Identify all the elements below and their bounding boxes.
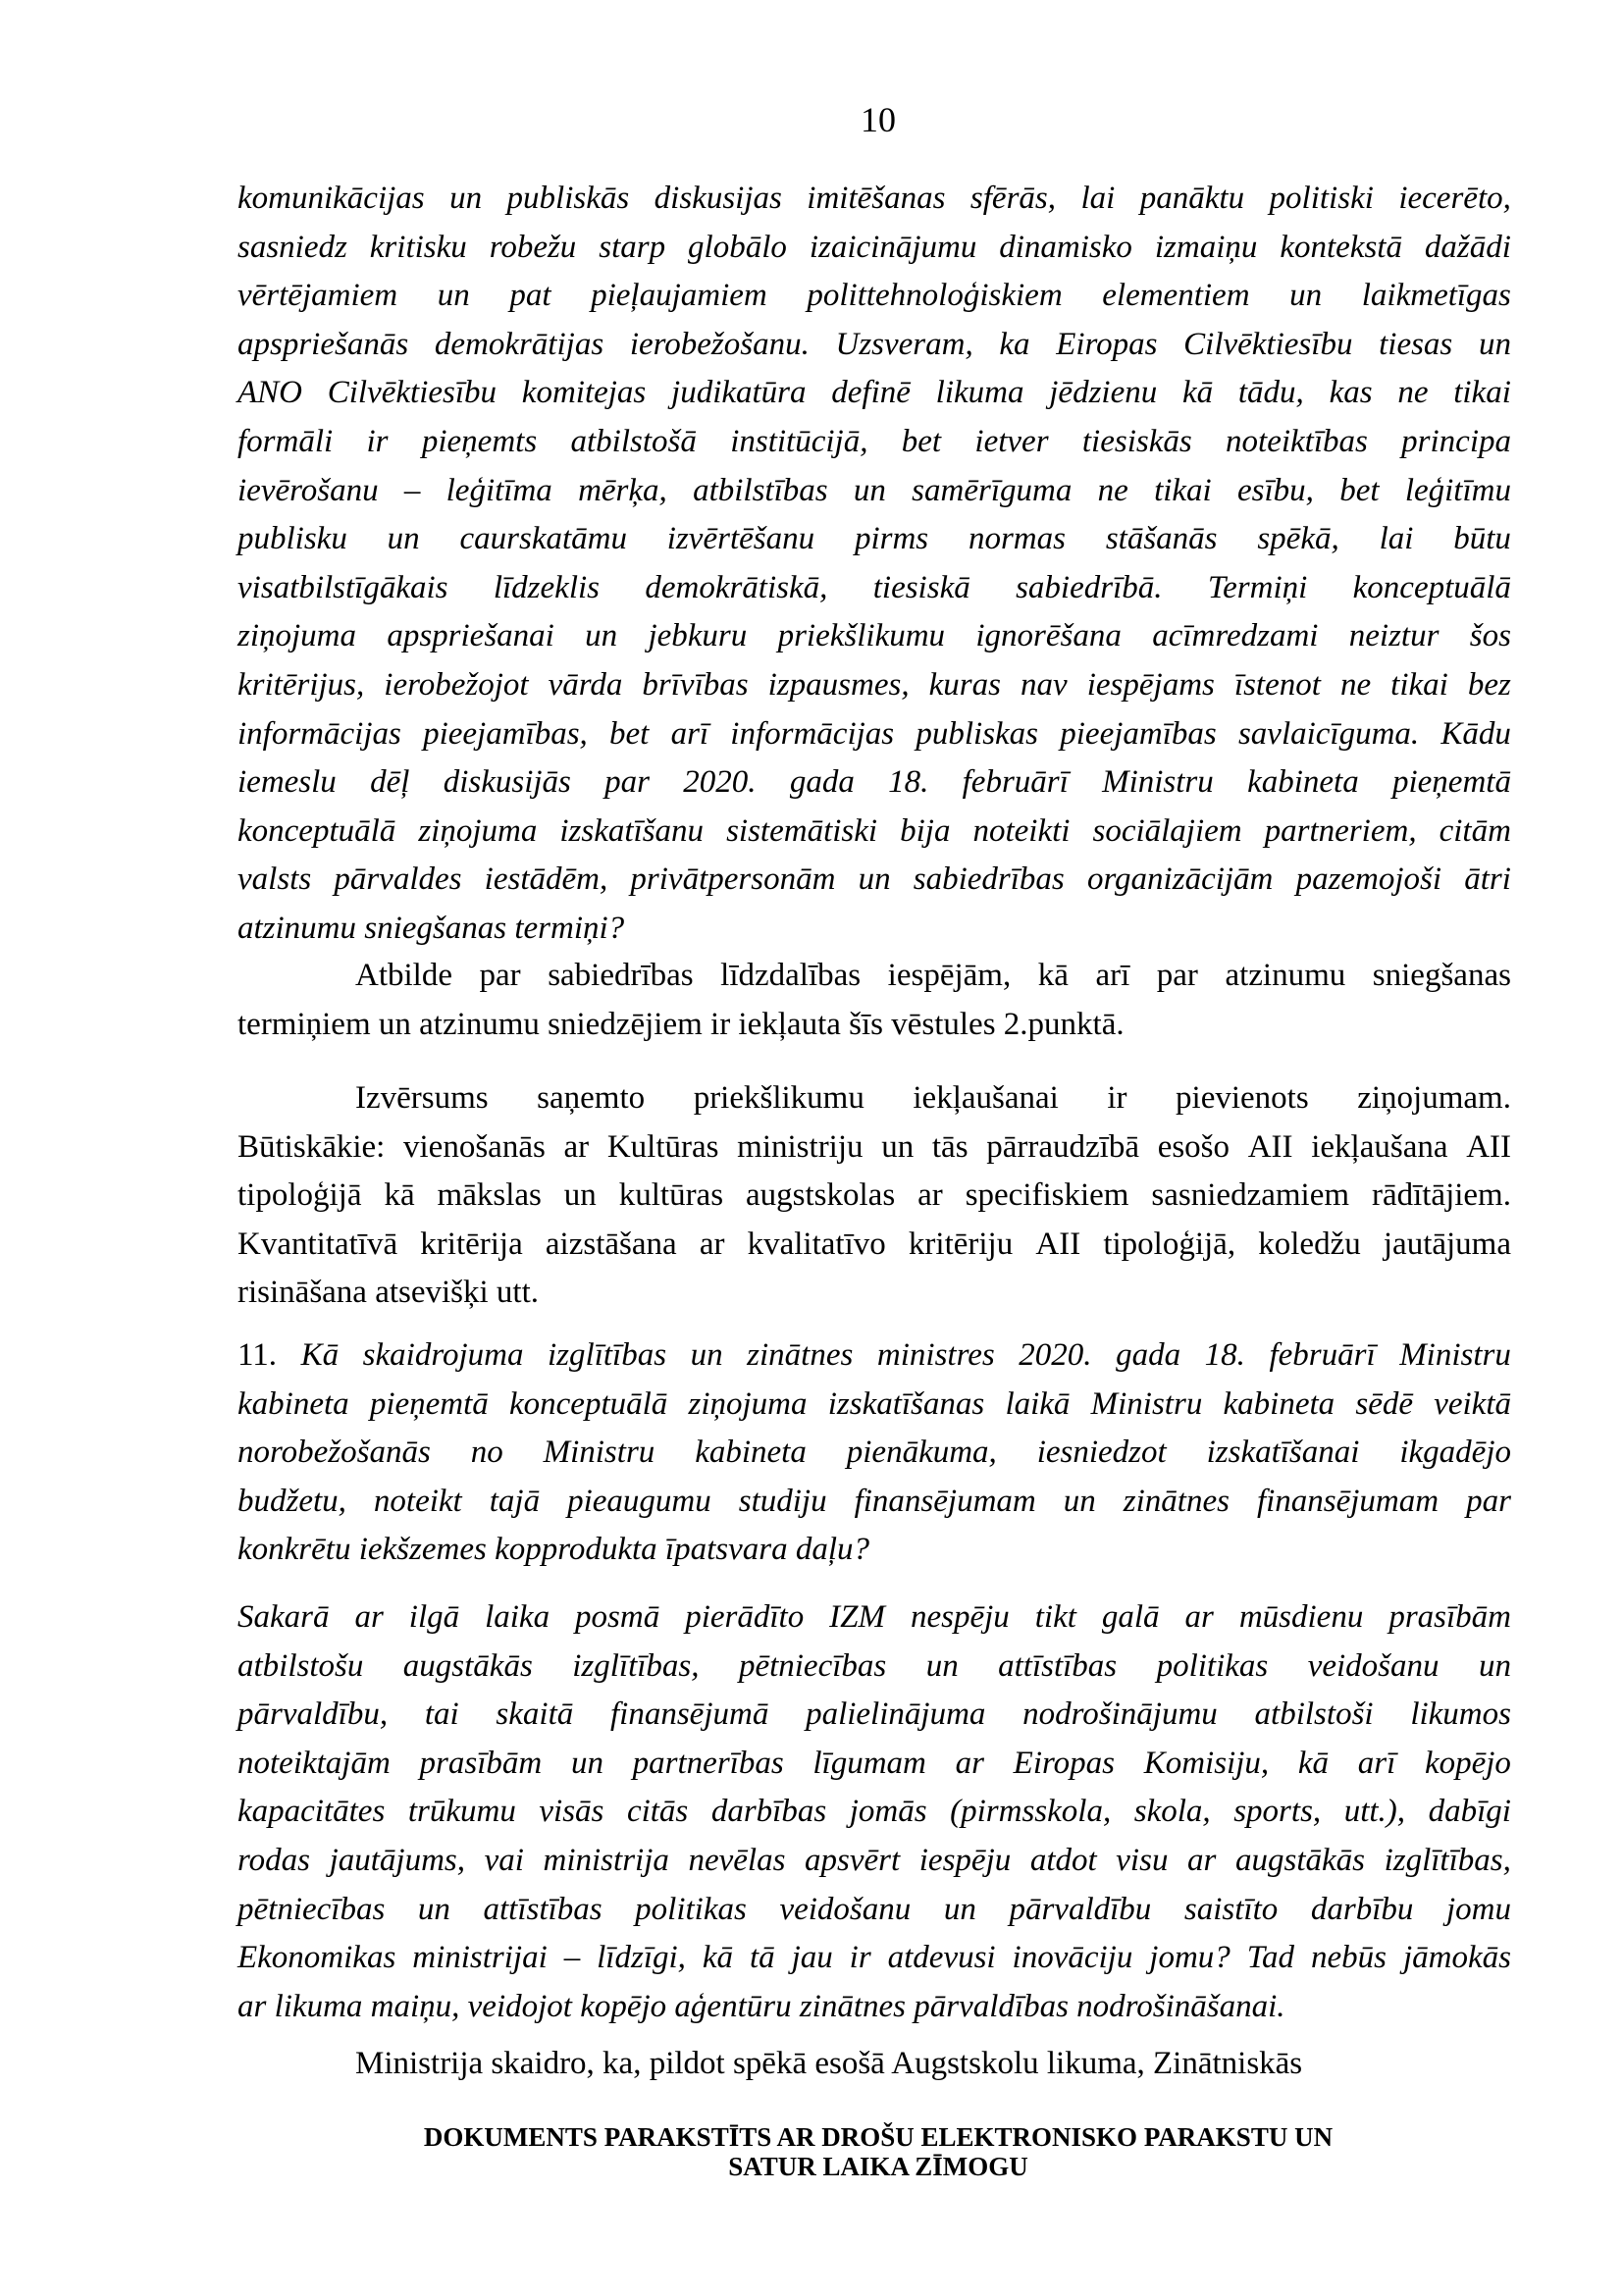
text-line: Atbilde par sabiedrības līdzdalības iespējām, kā arī par atzinumu sniegšanas xyxy=(355,958,1511,993)
item-number: 11. xyxy=(237,1337,278,1373)
text-line: kapacitātes trūkumu visās citās darbības jomās (pirmsskola, skola, sports, utt.), dabīgi xyxy=(237,1794,1511,1829)
text-line: Kvantitatīvā kritērija aizstāšana ar kvalitatīvo kritēriju AII tipoloģijā, koledžu jautājuma xyxy=(237,1226,1511,1262)
text-line: apspriešanās demokrātijas ierobežošanu. Uzsveram, ka Eiropas Cilvēktiesību tiesas un xyxy=(237,327,1511,362)
text-line: vērtējamiem un pat pieļaujamiem polittehnoloģiskiem elementiem un laikmetīgas xyxy=(237,278,1511,313)
text-line: ziņojuma apspriešanai un jebkuru priekšlikumu ignorēšana acīmredzami neiztur šos xyxy=(237,618,1511,653)
text-line: iemeslu dēļ diskusijās par 2020. gada 18. februārī Ministru kabineta pieņemtā xyxy=(237,764,1511,800)
text-line: pētniecības un attīstības politikas veidošanu un pārvaldību saistīto darbību jomu xyxy=(237,1892,1511,1927)
signature-notice-line-1: DOKUMENTS PARAKSTĪTS AR DROŠU ELEKTRONISKO PARAKSTU UN xyxy=(423,2122,1334,2152)
text-line: konkrētu iekšzemes kopprodukta īpatsvara daļu? xyxy=(237,1532,869,1567)
text-line: kabineta pieņemtā konceptuālā ziņojuma izskatīšanas laikā Ministru kabineta sēdē veiktā xyxy=(237,1386,1511,1422)
text-line: informācijas pieejamības, bet arī informācijas publiskas pieejamības savlaicīguma. Kādu xyxy=(237,716,1511,752)
signature-notice-line-2: SATUR LAIKA ZĪMOGU xyxy=(728,2152,1028,2181)
text-line: noteiktajām prasībām un partnerības līgumam ar Eiropas Komisiju, kā arī kopējo xyxy=(237,1746,1511,1781)
text-line: Būtiskākie: vienošanās ar Kultūras ministriju un tās pārraudzībā esošo AII iekļaušana AII xyxy=(237,1129,1511,1165)
text-line: tipoloģijā kā mākslas un kultūras augstskolas ar specifiskiem sasniedzamiem rādītājiem. xyxy=(237,1177,1511,1213)
text-line: Sakarā ar ilgā laika posmā pierādīto IZM nespēju tikt galā ar mūsdienu prasībām xyxy=(237,1599,1511,1635)
text-line: risināšana atsevišķi utt. xyxy=(237,1275,540,1310)
text-line: publisku un caurskatāmu izvērtēšanu pirms normas stāšanās spēkā, lai būtu xyxy=(237,521,1511,556)
text-line: konceptuālā ziņojuma izskatīšanu sistemātiski bija noteikti sociālajiem partneriem, citām xyxy=(237,813,1511,849)
page-number: 10 xyxy=(861,100,896,139)
text-line: formāli ir pieņemts atbilstošā institūcijā, bet ietver tiesiskās noteiktības principa xyxy=(237,424,1511,459)
text-line: komunikācijas un publiskās diskusijas imitēšanas sfērās, lai panāktu politiski iecerēto, xyxy=(237,181,1511,216)
text-line: kritērijus, ierobežojot vārda brīvības izpausmes, kuras nav iespējams īstenot ne tikai bez xyxy=(237,667,1511,703)
text-line: rodas jautājums, vai ministrija nevēlas apsvērt iespēju atdot visu ar augstākās izglītības, xyxy=(237,1843,1511,1878)
text-line: valsts pārvaldes iestādēm, privātpersonām un sabiedrības organizācijām pazemojoši ātri xyxy=(237,861,1511,897)
text-line: visatbilstīgākais līdzeklis demokrātiskā, tiesiskā sabiedrībā. Termiņi konceptuālā xyxy=(237,570,1511,605)
text-line: 11. Kā skaidrojuma izglītības un zinātnes ministres 2020. gada 18. februārī Ministru xyxy=(237,1335,1511,1383)
text-line: ievērošanu – leģitīma mērķa, atbilstības un samērīguma ne tikai esību, bet leģitīmu xyxy=(237,473,1511,508)
text-line: norobežošanās no Ministru kabineta pienākuma, iesniedzot izskatīšanai ikgadējo xyxy=(237,1435,1511,1470)
text-line: Izvērsums saņemto priekšlikumu iekļaušanai ir pievienots ziņojumam. xyxy=(355,1080,1511,1116)
text-line: budžetu, noteikt tajā pieaugumu studiju finansējumam un zinātnes finansējumam par xyxy=(237,1484,1511,1519)
text-line: atbilstošu augstākās izglītības, pētniecības un attīstības politikas veidošanu un xyxy=(237,1648,1511,1684)
text-line: Ekonomikas ministrijai – līdzīgi, kā tā jau ir atdevusi inovāciju jomu? Tad nebūs jāmokās xyxy=(237,1940,1511,1975)
text-line: sasniedz kritisku robežu starp globālo izaicinājumu dinamisko izmaiņu kontekstā dažādi xyxy=(237,230,1511,265)
text-line: pārvaldību, tai skaitā finansējumā palielinājuma nodrošinājumu atbilstoši likumos xyxy=(237,1696,1511,1732)
text-line: Ministrija skaidro, ka, pildot spēkā esošā Augstskolu likuma, Zinātniskās xyxy=(355,2046,1303,2081)
text-line: atzinumu sniegšanas termiņi? xyxy=(237,911,625,946)
text-line: ar likuma maiņu, veidojot kopējo aģentūru zinātnes pārvaldības nodrošināšanai. xyxy=(237,1989,1285,2024)
text-line: ANO Cilvēktiesību komitejas judikatūra definē likuma jēdzienu kā tādu, kas ne tikai xyxy=(237,375,1511,410)
text-line: termiņiem un atzinumu sniedzējiem ir iekļauta šīs vēstules 2.punktā. xyxy=(237,1007,1125,1042)
